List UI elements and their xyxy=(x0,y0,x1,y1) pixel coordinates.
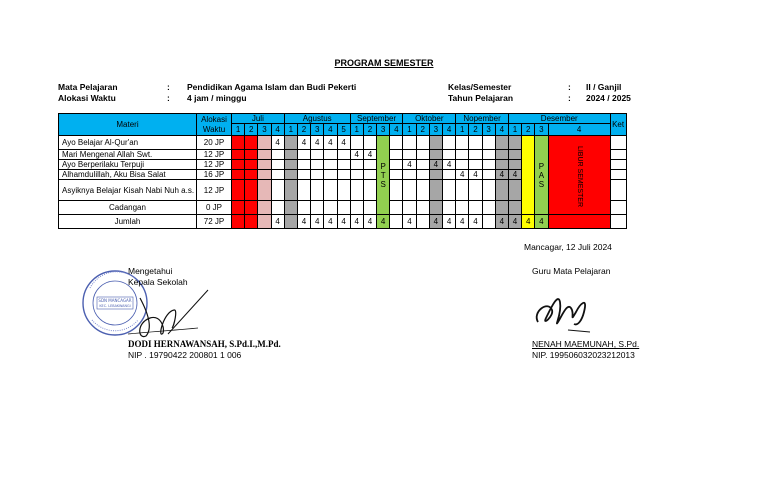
week-cell xyxy=(429,201,442,215)
week-cell: 4 xyxy=(495,215,508,229)
week-cell xyxy=(232,180,245,201)
week-cell xyxy=(495,180,508,201)
materi-cell: Alhamdulillah, Aku Bisa Salat xyxy=(59,170,197,180)
header-week: 4 xyxy=(390,124,403,136)
headmaster-signature xyxy=(118,288,218,343)
week-cell xyxy=(482,160,495,170)
header-month: Agustus xyxy=(284,114,350,124)
ket-cell xyxy=(610,160,626,170)
week-cell xyxy=(443,150,456,160)
week-cell xyxy=(271,150,284,160)
headmaster-name-block xyxy=(128,339,281,361)
header-week: 4 xyxy=(324,124,337,136)
week-cell: 4 xyxy=(363,150,376,160)
week-cell xyxy=(495,150,508,160)
week-cell xyxy=(482,180,495,201)
week-cell: 4 xyxy=(403,215,416,229)
week-cell xyxy=(390,170,403,180)
header-week: 3 xyxy=(377,124,390,136)
week-cell xyxy=(311,170,324,180)
pts-cell xyxy=(377,136,390,215)
week-cell xyxy=(495,160,508,170)
week-cell xyxy=(495,136,508,150)
materi-cell: Ayo Belajar Al-Qur'an xyxy=(59,136,197,150)
ket-cell xyxy=(610,136,626,150)
week-cell xyxy=(245,180,258,201)
header-week: 2 xyxy=(416,124,429,136)
week-cell xyxy=(284,170,297,180)
signature-right xyxy=(532,266,610,277)
week-cell xyxy=(324,180,337,201)
week-cell xyxy=(456,136,469,150)
header-alokasi xyxy=(197,114,232,136)
week-cell xyxy=(416,160,429,170)
week-cell xyxy=(416,215,429,229)
week-cell xyxy=(245,136,258,150)
week-cell xyxy=(284,201,297,215)
header-week: 3 xyxy=(482,124,495,136)
meta-right xyxy=(448,82,631,104)
week-cell: 4 xyxy=(495,170,508,180)
week-cell xyxy=(258,160,271,170)
week-cell xyxy=(297,201,310,215)
week-cell: 4 xyxy=(469,170,482,180)
ket-cell xyxy=(610,215,626,229)
week-cell xyxy=(350,170,363,180)
week-cell xyxy=(482,136,495,150)
week-cell xyxy=(548,215,610,229)
week-cell: 4 xyxy=(522,215,535,229)
week-cell xyxy=(297,160,310,170)
header-week: 3 xyxy=(535,124,548,136)
week-cell xyxy=(232,201,245,215)
week-cell xyxy=(284,150,297,160)
week-cell: 4 xyxy=(350,150,363,160)
week-cell xyxy=(363,160,376,170)
week-cell xyxy=(469,160,482,170)
week-cell xyxy=(416,150,429,160)
week-cell: 4 xyxy=(403,160,416,170)
materi-cell: Jumlah xyxy=(59,215,197,229)
meta-colon: : xyxy=(568,82,571,92)
week-cell xyxy=(245,201,258,215)
teacher-signature xyxy=(528,282,598,340)
week-cell: 4 xyxy=(271,215,284,229)
week-cell xyxy=(337,170,350,180)
week-cell xyxy=(469,150,482,160)
footer-date: Mancagar, 12 Juli 2024 xyxy=(524,242,612,252)
mengetahui-label: Mengetahui xyxy=(128,266,173,276)
pas-letter: P xyxy=(538,161,545,171)
week-cell xyxy=(297,170,310,180)
week-cell xyxy=(258,150,271,160)
header-materi: Materi xyxy=(59,114,197,136)
week-cell xyxy=(258,180,271,201)
meta-value-tahun: 2024 / 2025 xyxy=(586,93,631,103)
guru-label: Guru Mata Pelajaran xyxy=(532,266,611,276)
week-cell xyxy=(337,201,350,215)
week-cell xyxy=(508,150,521,160)
header-week: 4 xyxy=(548,124,610,136)
week-cell xyxy=(232,150,245,160)
week-cell: 4 xyxy=(429,215,442,229)
week-cell xyxy=(390,160,403,170)
pts-letter: T xyxy=(380,170,386,180)
week-cell xyxy=(508,136,521,150)
header-week: 1 xyxy=(456,124,469,136)
alokasi-cell: 12 JP xyxy=(197,160,232,170)
alokasi-cell: 0 JP xyxy=(197,201,232,215)
week-cell xyxy=(469,180,482,201)
week-cell: 4 xyxy=(311,136,324,150)
week-cell: 4 xyxy=(311,215,324,229)
header-week: 2 xyxy=(363,124,376,136)
week-cell xyxy=(258,201,271,215)
materi-cell: Cadangan xyxy=(59,201,197,215)
meta-label-kelas: Kelas/Semester xyxy=(448,82,512,92)
week-cell xyxy=(258,215,271,229)
week-cell xyxy=(284,136,297,150)
teacher-name: NENAH MAEMUNAH, S.Pd. xyxy=(532,339,640,349)
week-cell xyxy=(350,160,363,170)
remedial-cell xyxy=(522,136,535,215)
table-row xyxy=(59,215,627,229)
ket-cell xyxy=(610,170,626,180)
week-cell: 4 xyxy=(469,215,482,229)
week-cell xyxy=(232,136,245,150)
week-cell xyxy=(416,201,429,215)
headmaster-name: DODI HERNAWANSAH, S.Pd.I.,M.Pd. xyxy=(128,339,281,349)
week-cell xyxy=(350,201,363,215)
header-week: 2 xyxy=(245,124,258,136)
week-cell xyxy=(245,150,258,160)
header-week: 4 xyxy=(271,124,284,136)
week-cell xyxy=(443,180,456,201)
week-cell xyxy=(429,170,442,180)
meta-colon: : xyxy=(167,82,170,92)
headmaster-nip: NIP . 19790422 200801 1 006 xyxy=(128,350,242,360)
week-cell xyxy=(324,170,337,180)
header-ket: Ket xyxy=(610,114,626,136)
ket-cell xyxy=(610,201,626,215)
week-cell xyxy=(456,180,469,201)
week-cell xyxy=(508,180,521,201)
alokasi-cell: 12 JP xyxy=(197,180,232,201)
libur-label: LIBUR SEMESTER xyxy=(575,145,583,207)
week-cell xyxy=(416,136,429,150)
meta-value-alokasi: 4 jam / minggu xyxy=(187,93,247,103)
semester-table xyxy=(58,113,627,229)
week-cell xyxy=(390,201,403,215)
week-cell xyxy=(403,150,416,160)
svg-text:KEC. LEBAKWANGI: KEC. LEBAKWANGI xyxy=(99,304,131,308)
week-cell xyxy=(284,215,297,229)
signature-left xyxy=(128,266,188,288)
week-cell xyxy=(311,180,324,201)
week-cell xyxy=(390,215,403,229)
week-cell xyxy=(363,180,376,201)
week-cell xyxy=(232,170,245,180)
alokasi-cell: 16 JP xyxy=(197,170,232,180)
meta-left xyxy=(58,82,356,104)
week-cell xyxy=(350,136,363,150)
week-cell: 4 xyxy=(337,215,350,229)
week-cell xyxy=(508,160,521,170)
week-cell xyxy=(363,201,376,215)
week-cell: 4 xyxy=(456,170,469,180)
header-week: 2 xyxy=(522,124,535,136)
week-cell xyxy=(390,180,403,201)
kepala-sekolah-label: Kepala Sekolah xyxy=(128,277,188,287)
header-month: Nopember xyxy=(456,114,509,124)
header-week: 3 xyxy=(311,124,324,136)
week-cell: 4 xyxy=(271,136,284,150)
week-cell xyxy=(324,160,337,170)
header-week: 1 xyxy=(350,124,363,136)
meta-label-mapel: Mata Pelajaran xyxy=(58,82,118,92)
week-cell xyxy=(311,150,324,160)
week-cell xyxy=(403,170,416,180)
week-cell xyxy=(284,160,297,170)
week-cell xyxy=(403,201,416,215)
week-cell xyxy=(271,160,284,170)
week-cell xyxy=(271,180,284,201)
header-month: Oktober xyxy=(403,114,456,124)
libur-cell xyxy=(548,136,610,215)
week-cell xyxy=(482,215,495,229)
week-cell xyxy=(495,201,508,215)
header-month: September xyxy=(350,114,403,124)
week-cell xyxy=(245,160,258,170)
header-week: 4 xyxy=(495,124,508,136)
week-cell: 4 xyxy=(443,215,456,229)
header-week: 4 xyxy=(443,124,456,136)
week-cell xyxy=(443,136,456,150)
pas-letter: S xyxy=(538,179,545,189)
meta-colon: : xyxy=(568,93,571,103)
materi-cell: Ayo Berperilaku Terpuji xyxy=(59,160,197,170)
week-cell xyxy=(390,150,403,160)
week-cell xyxy=(363,136,376,150)
week-cell: 4 xyxy=(456,215,469,229)
week-cell xyxy=(469,201,482,215)
week-cell xyxy=(271,201,284,215)
meta-colon: : xyxy=(167,93,170,103)
week-cell xyxy=(324,201,337,215)
week-cell: 4 xyxy=(377,215,390,229)
week-cell xyxy=(416,180,429,201)
header-week: 1 xyxy=(232,124,245,136)
header-month: Juli xyxy=(232,114,285,124)
week-cell xyxy=(456,201,469,215)
week-cell xyxy=(232,160,245,170)
week-cell: 4 xyxy=(324,136,337,150)
week-cell xyxy=(245,170,258,180)
week-cell xyxy=(469,136,482,150)
week-cell xyxy=(284,180,297,201)
pts-letter: P xyxy=(380,161,386,171)
week-cell xyxy=(508,201,521,215)
materi-cell: Mari Mengenal Allah Swt. xyxy=(59,150,197,160)
week-cell: 4 xyxy=(508,215,521,229)
week-cell xyxy=(350,180,363,201)
week-cell: 4 xyxy=(508,170,521,180)
meta-value-mapel: Pendidikan Agama Islam dan Budi Pekerti xyxy=(187,82,357,92)
teacher-name-block xyxy=(532,339,639,361)
week-cell xyxy=(311,201,324,215)
materi-cell: Asyiknya Belajar Kisah Nabi Nuh a.s. xyxy=(59,180,197,201)
week-cell xyxy=(429,180,442,201)
week-cell: 4 xyxy=(363,215,376,229)
week-cell xyxy=(429,136,442,150)
ket-cell xyxy=(610,180,626,201)
week-cell xyxy=(403,136,416,150)
week-cell: 4 xyxy=(297,215,310,229)
week-cell: 4 xyxy=(337,136,350,150)
week-cell xyxy=(297,150,310,160)
week-cell xyxy=(258,170,271,180)
week-cell xyxy=(443,201,456,215)
header-alokasi-label: Alokasi Waktu xyxy=(201,114,227,134)
week-cell xyxy=(482,150,495,160)
week-cell: 4 xyxy=(297,136,310,150)
week-cell xyxy=(232,215,245,229)
document-title: PROGRAM SEMESTER xyxy=(334,58,434,68)
alokasi-cell: 12 JP xyxy=(197,150,232,160)
header-week: 1 xyxy=(284,124,297,136)
week-cell xyxy=(482,201,495,215)
alokasi-cell: 72 JP xyxy=(197,215,232,229)
header-week: 1 xyxy=(403,124,416,136)
svg-text:SDN MANCAGAR: SDN MANCAGAR xyxy=(98,298,132,303)
week-cell xyxy=(337,150,350,160)
week-cell: 4 xyxy=(443,160,456,170)
week-cell xyxy=(324,150,337,160)
pts-letter: S xyxy=(380,179,386,189)
week-cell xyxy=(311,160,324,170)
week-cell xyxy=(337,180,350,201)
week-cell: 4 xyxy=(535,215,548,229)
week-cell xyxy=(337,160,350,170)
week-cell xyxy=(429,150,442,160)
week-cell xyxy=(297,180,310,201)
header-month: Desember xyxy=(508,114,610,124)
header-week: 5 xyxy=(337,124,350,136)
week-cell xyxy=(443,170,456,180)
week-cell xyxy=(363,170,376,180)
table-row xyxy=(59,136,627,150)
header-week: 3 xyxy=(429,124,442,136)
week-cell xyxy=(258,136,271,150)
ket-cell xyxy=(610,150,626,160)
pas-letter: A xyxy=(538,170,545,180)
week-cell xyxy=(456,150,469,160)
week-cell xyxy=(390,136,403,150)
week-cell: 4 xyxy=(324,215,337,229)
week-cell: 4 xyxy=(350,215,363,229)
meta-label-alokasi: Alokasi Waktu xyxy=(58,93,116,103)
header-week: 2 xyxy=(469,124,482,136)
week-cell xyxy=(271,170,284,180)
teacher-nip: NIP. 199506032023212013 xyxy=(532,350,635,360)
header-week: 1 xyxy=(508,124,521,136)
meta-value-kelas: II / Ganjil xyxy=(586,82,622,92)
week-cell xyxy=(245,215,258,229)
week-cell xyxy=(456,160,469,170)
meta-label-tahun: Tahun Pelajaran xyxy=(448,93,514,103)
week-cell xyxy=(403,180,416,201)
pas-cell xyxy=(535,136,548,215)
header-week: 3 xyxy=(258,124,271,136)
alokasi-cell: 20 JP xyxy=(197,136,232,150)
header-week: 2 xyxy=(297,124,310,136)
week-cell: 4 xyxy=(429,160,442,170)
week-cell xyxy=(416,170,429,180)
week-cell xyxy=(482,170,495,180)
